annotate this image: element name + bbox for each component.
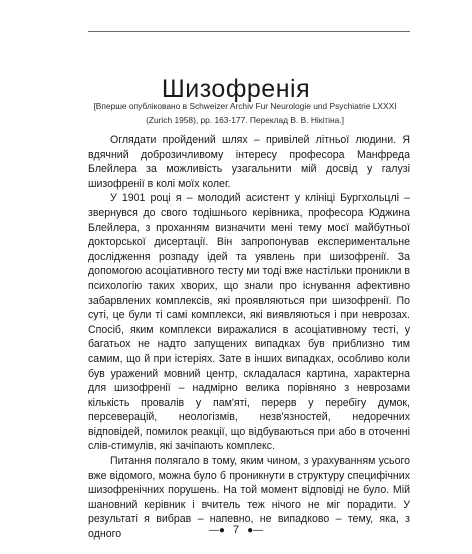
paragraph-3: Питання полягало в тому, яким чином, з урахуванням усього вже відомого, можна було б проникнути в структуру специфічних шизофренічних порушень. На той момент відповіді не було. Мій шановний керівник і вчитель теж нічого не міг порадити. У результаті я вибрав – напевно, не випадково – тему, яка, з одного (88, 455, 410, 541)
paragraph-1: Оглядати пройдений шлях – привілей літньої людини. Я вдячний доброзичливому інтересу професора Манфреда Блейлера за можливість узагальнити мій досвід у галузі шизофренії в колі моїх колег. (88, 134, 410, 190)
footer-left-ornament: —● (208, 525, 225, 536)
footer-right-ornament: ●— (247, 525, 264, 536)
publication-note (80, 99, 410, 127)
body-text (88, 133, 410, 542)
page-title: Шизофренія (161, 74, 311, 103)
page-footer (0, 524, 472, 536)
page-number: 7 (232, 524, 240, 536)
publication-note-line-2: (Zurich 1958), pp. 163-177. Переклад В. В. Нікітіна.] (146, 115, 344, 125)
paragraph-2: У 1901 році я – молодий асистент у клініці Бургхольцлі – звернувся до свого тодішнього керівника, професора Юджина Блейлера, з проханням визначити мені тему моєї майбутньої докторської дисертації. Він запропонував експериментальне дослідження розпаду ідей та уявлень при шизофренії. За допомогою асоціативного тесту ми тоді вже настільки проникли в психологію таких хворих, що знали про існування афективно забарвлених комплексів, які проявляються при шизофренії. По суті, це були ті самі комплекси, які виявляються і при неврозах. Спосіб, яким комплекси виражалися в асоціативному тесті, у багатьох не надто запущених випадках був приблизно тим самим, що й при істеріях. Зате в інших випадках, особливо коли був уражений мовний центр, складалася картина, характерна для шизофренії – надмірно велика порівняно з неврозами кількість провалів у пам'яті, перерв у перебігу думок, персеверацій, неологізмів, незв'язностей, недоречних відповідей, помилок реакції, що відбуваються при або в оточенні слів-стимулів, які зачіпають комплекс. (88, 192, 410, 453)
top-rule (88, 31, 410, 32)
publication-note-line-1: [Вперше опубліковано в Schweizer Archiv Fur Neurologie und Psychiatrie LXXXI (93, 101, 397, 111)
